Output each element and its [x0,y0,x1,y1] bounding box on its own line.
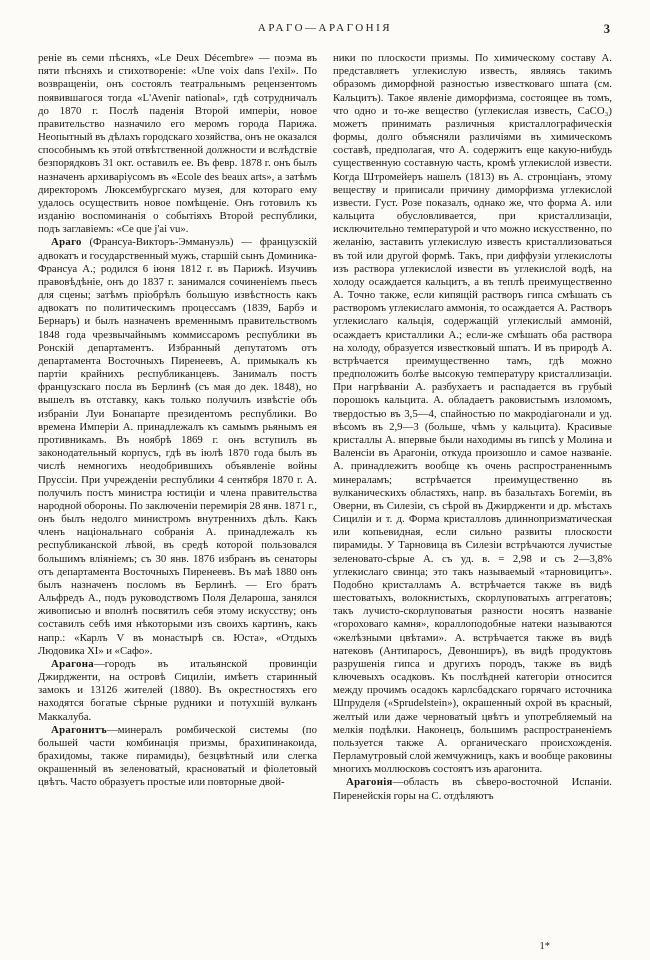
running-head [38,22,612,44]
page-number: 3 [603,22,610,36]
entry-paragraph: Араго (Франсуа-Викторъ-Эммануэль) — французскій адвокатъ и государственный мужъ, старшій сынъ Доминика-Франсуа А.; родился 6 іюня 1812 г. въ Парижѣ. Изучивъ правовѣдѣніе, онъ до 1837 г. занимался сочиненіемъ пьесъ для сцены; затѣмъ пріобрѣлъ большую извѣстность какъ адвокатъ по политическимъ процессамъ (1839, Барбэ и Бернаръ) и былъ назначенъ временнымъ правительствомъ 1848 года чрезвычайнымъ коммиссаромъ республики въ Ронскій департаментъ. Избранный депутатомъ отъ департамента Восточныхъ Пиренеевъ, А. примыкалъ къ партіи крайнихъ республиканцевъ. Занималъ постъ французскаго посла въ Берлинѣ (съ мая до дек. 1848), но вышелъ въ отставку, какъ только получилъ извѣстіе объ избраніи Луи Бонапарте президентомъ республики. Во времена Имперіи А. принадлежалъ къ самымъ рьянымъ ея противникамъ. Въ ноябрѣ 1869 г. онъ вступилъ въ законодательный корпусъ, гдѣ въ іюлѣ 1870 года былъ въ числѣ немногихъ неодобрившихъ объявленіе войны Пруссіи. При учрежденіи республики 4 сентября 1870 г. А. получилъ постъ министра юстиціи и члена правительства народной обороны. По заключеніи перемирія 28 янв. 1871 г., онъ былъ недолго министромъ внутреннихъ дѣлъ. Какъ членъ національнаго собранія А. принадлежалъ къ республиканской лѣвой, въ средѣ которой пользовался большимъ вліяніемъ; съ 30 янв. 1876 избранъ въ сенаторы отъ департамента Восточныхъ Пиренеевъ. Въ маѣ 1880 онъ былъ назначенъ посломъ въ Берлинѣ. — Его братъ Альфредъ А., подъ руководствомъ Поля Делароша, занялся живописью и вполнѣ посвятилъ себя этому искусству; онъ составилъ себѣ имя нѣкоторыми изъ своихъ картинъ, какъ напр.: «Карлъ V въ монастырѣ св. Юста», «Отдыхъ Людовика XI» и «Сафо». [38,236,317,657]
entry-paragraph: Арагонитъ—минералъ ромбической системы (по большей части комбинація призмы, брахипинакоида, брахидомы, также пирамиды), безцвѣтный или слегка окрашенный въ зеленоватый, красноватый и фіолетовый цвѣтъ. Часто образуетъ простые или повторные двой- [38,723,317,789]
entry-headword: Арагона [51,657,94,670]
signature-mark: 1* [539,941,550,952]
running-head-title: АРАГО—АРАГОНІЯ [257,22,393,34]
text-columns [38,52,612,803]
entry-paragraph: Арагона—городъ въ итальянской провинціи Джирдженти, на островѣ Сициліи, имѣетъ старинный замокъ и 13126 жителей (1880). Въ окрестностяхъ его находятся богатые сѣрные рудники и потухшій вулканъ Маккалуба. [38,657,317,723]
paragraph: реніе въ семи пѣсняхъ, «Le Deux Décembre» — поэма въ пяти пѣсняхъ и стихотвореніе: «Une voix dans l'exil». По возвращеніи, онъ состоялъ театральнымъ рецензентомъ появившагося тогда «L'Avenir national», гдѣ сотрудничалъ до 1870 г. Послѣ паденія Второй имперіи, новое правительство назначило его меромъ города Парижа. Неопытный въ дѣлахъ городскаго хозяйства, онъ не оказался способнымъ къ этой отвѣтственной должности и вслѣдствіе безпорядковъ 31 окт. оставилъ ее. Въ февр. 1878 г. онъ былъ назначенъ архиваріусомъ въ «Ecole des beaux arts», а затѣмъ директоромъ Люксембургскаго музея, для котораго ему удалось осуществить новое помѣщеніе. Онъ готовилъ къ изданію воспоминанія о событіяхъ Второй республики, подъ заглавіемъ: «Ce que j'ai vu». [38,52,317,236]
entry-headword: Арагонитъ [51,723,107,736]
entry-headword: Араго [51,236,82,249]
left-column [38,52,317,803]
right-column [333,52,612,803]
entry-headword: Арагонія [346,776,393,789]
paragraph: ники по плоскости призмы. По химическому составу А. представляетъ углекислую известь, являясь такимъ образомъ диморфной разностью известковаго шпата (см. Кальцитъ). Такое явленіе диморфизма, состоящее въ томъ, что одно и то-же вещество (углекислая известь, CaCO₃) можетъ принимать различныя кристаллографическія формы, долго объясняли различіями въ химическомъ составѣ, предполагая, что А. содержитъ еще какую-нибудь существенную составную часть, кромѣ углекислой извести. Когда Штромейеръ нашелъ (1813) въ А. стронціанъ, этому веществу и приписали причину диморфизма углекислой извести. Густ. Розе показалъ, однако же, что форма А. или кальцита обусловливается, при кристаллизаціи, исключительно температурой и что можно искусственно, по желанію, заставить углекислую известь кристаллизоваться въ той или другой формѣ. Такъ, при диффузіи углекислоты изъ раствора углекислой извести въ углекислой водѣ, на холоду осаждается кальцитъ, а въ теплѣ преимущественно А. Точно также, если кипящій растворъ гипса смѣшать съ растворомъ углекислаго аммонія, то осаждается А. Растворъ углекислаго кальція, содержащій углекислый аммоній, осаждаетъ кристаллики А.; если-же смѣшать оба раствора на холоду, образуется известковый шпатъ. И въ природѣ А. встрѣчается преимущественно тамъ, гдѣ можно предположить болѣе высокую температуру кристаллизаціи. При нагрѣваніи А. разбухаетъ и распадается въ грубый порошокъ кальцита. А. обладаетъ раковистымъ изломомъ, твердостью въ 3,5—4, спайностью по макродіагонали и уд. вѣсомъ въ 2,9—3 (больше, чѣмъ у кальцита). Красивые кристаллы А. впервые были находимы въ гипсѣ у Молина и Валенсіи въ Арагоніи, откуда произошло и самое названіе. А. принадлежитъ вообще къ очень распространеннымъ минераламъ; встрѣчается преимущественно въ вулканическихъ областяхъ, напр. въ базальтахъ Богеміи, въ Оверни, въ Силезіи, съ сѣрой въ Джирдженти и др. мѣстахъ Сициліи и т. д. Форма кристалловъ длиннопризматическая или копьевидная, если сильно развиты плоскости пирамиды. У Тарновица въ Силезіи встрѣчаются лучистые зеленовато-сѣрые А. съ уд. в. = 2,98 и съ 2—3,8% углекислаго свинца; это такъ называемый «тарновицитъ». Подобно кристалламъ А. встрѣчается также въ видѣ шестоватыхъ, волокнистыхъ, скорлуповатыхъ аггрегатовъ; такъ лучисто-скорлуповатыя разности носятъ названіе «гороховаго камня», кораллоподобные натеки называются «желѣзными цвѣтами». А. встрѣчается также въ видѣ натековъ (Антипаросъ, Девонширъ), въ видѣ продуктовъ разрушенія гипса и другихъ породъ, также въ видѣ ключевыхъ осадковъ. Къ послѣдней категоріи относится между прочимъ осадокъ карлсбадскаго горячаго источника Шпруделя («Sprudelstein»), окрашенный охрой въ красный, желтый или даже черноватый цвѣтъ и употребляемый на мелкія подѣлки. Наконецъ, большимъ распространеніемъ пользуется также А. органическаго происхожденія. Перламутровый слой жемчужницъ, какъ и вообще раковины многихъ моллюсковъ состоятъ изъ арагонита. [333,52,612,776]
entry-paragraph: Арагонія—область въ сѣверо-восточной Испаніи. Пиренейскія горы на С. отдѣляютъ [333,776,612,802]
